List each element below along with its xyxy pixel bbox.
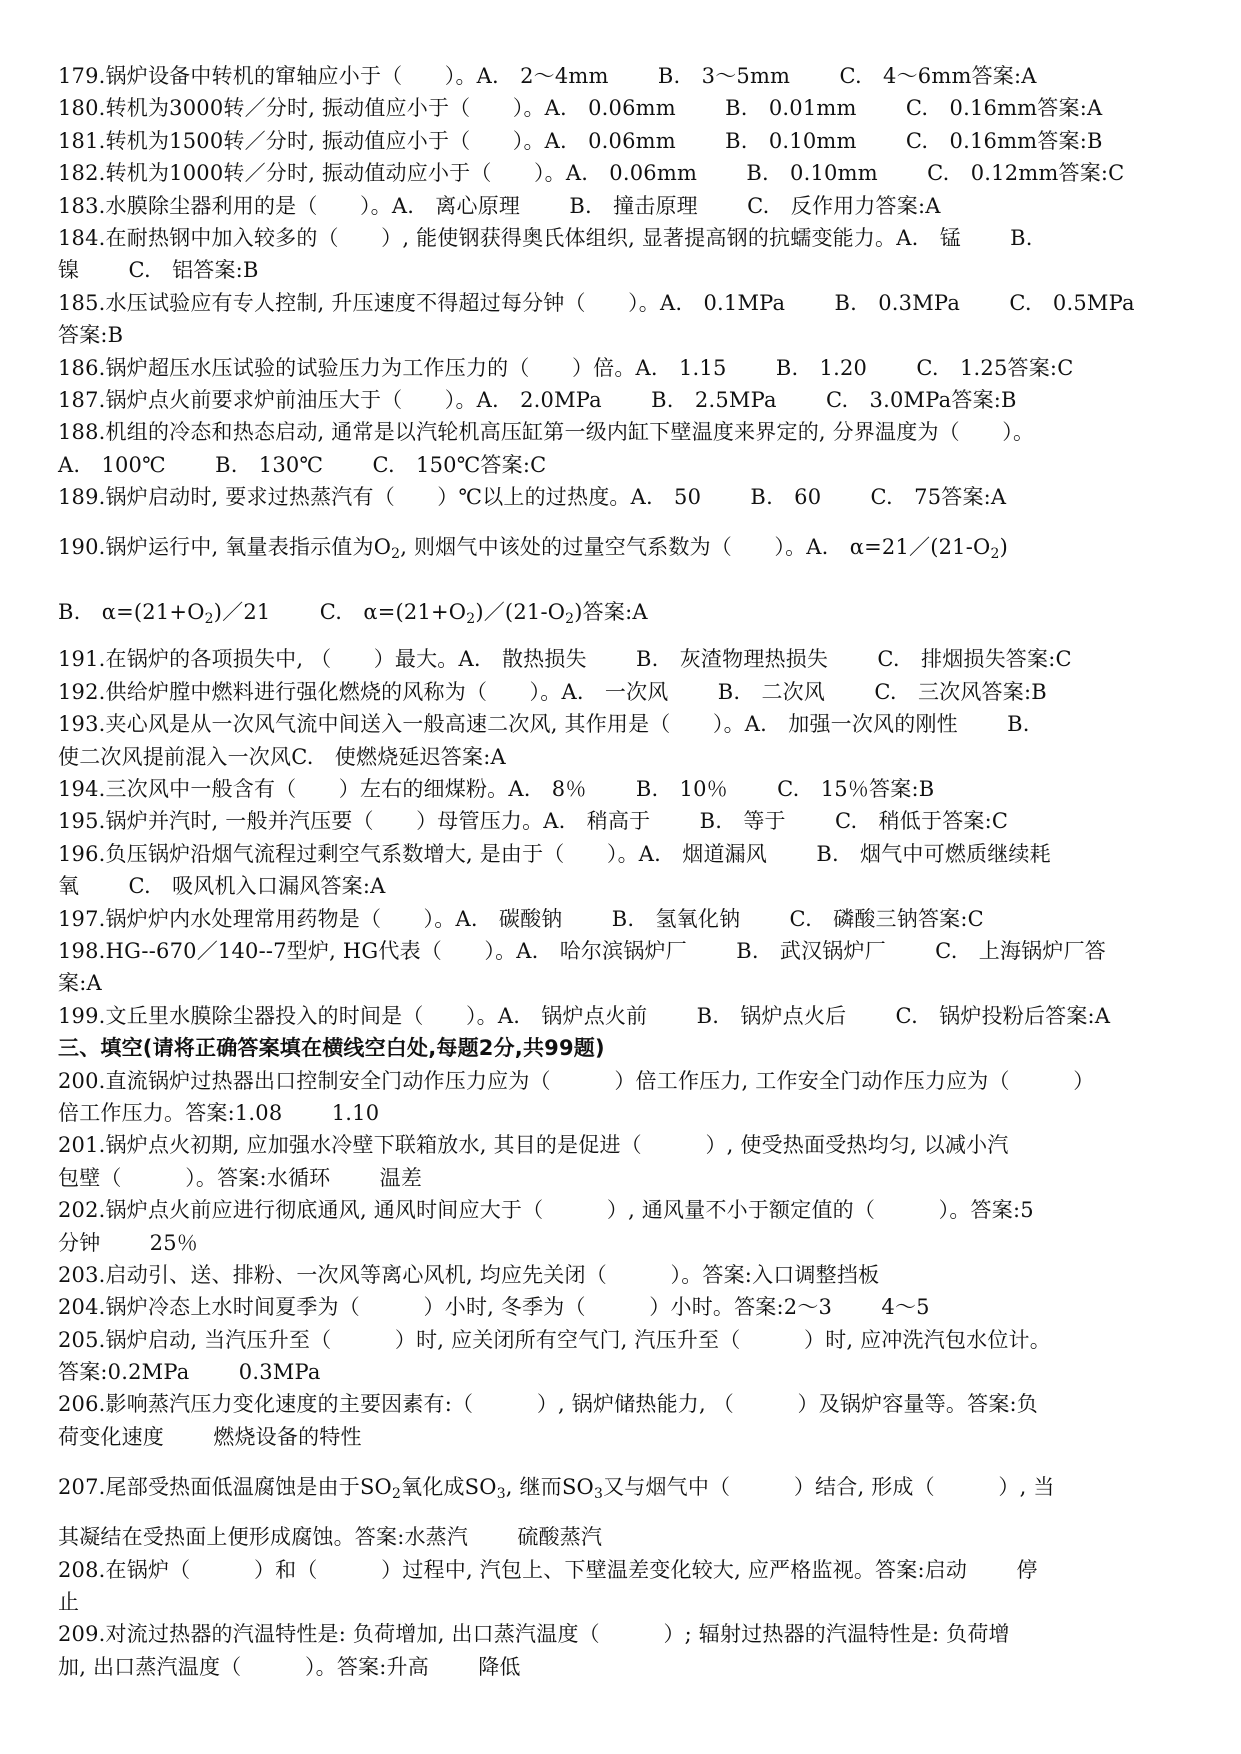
text-line: 荷变化速度 燃烧设备的特性 [58, 1424, 362, 1449]
text-line: 200.直流锅炉过热器出口控制安全门动作压力应为（ ）倍工作压力, 工作安全门动作压力应为（ ） [58, 1068, 1095, 1093]
text-line: 186.锅炉超压水压试验的试验压力为工作压力的（ ）倍。A. 1.15 B. 1.20 C. 1.25答案:C [58, 355, 1074, 380]
text-line: 190.锅炉运行中, 氧量表指示值为$O_2$, 则烟气中该处的过量空气系数为（ ）。A. $\alpha=21/(21-O_2)$ [58, 535, 1008, 563]
text-line: 193.夹心风是从一次风气流中间送入一般高速二次风, 其作用是（ ）。A. 加强一次风的刚性 B. [58, 712, 1030, 737]
text-line: 加, 出口蒸汽温度（ ）。答案:升高 降低 [58, 1654, 521, 1679]
text-line: 192.供给炉膛中燃料进行强化燃烧的风称为（ ）。A. 一次风 B. 二次风 C. 三次风答案:B [58, 679, 1047, 704]
text-line: 分钟 25％ [58, 1230, 198, 1255]
text-line: 183.水膜除尘器利用的是（ ）。A. 离心原理 B. 撞击原理 C. 反作用力答案:A [58, 193, 941, 218]
text-line: 199.文丘里水膜除尘器投入的时间是（ ）。A. 锅炉点火前 B. 锅炉点火后 C. 锅炉投粉后答案:A [58, 1003, 1111, 1028]
text-line: 案:A [58, 971, 102, 996]
text-line: 206.影响蒸汽压力变化速度的主要因素有:（ ）, 锅炉储热能力, （ ）及锅炉容量等。答案:负 [58, 1392, 1039, 1417]
text-line: 197.锅炉炉内水处理常用药物是（ ）。A. 碳酸钠 B. 氢氧化钠 C. 磷酸三钠答案:C [58, 906, 984, 931]
text-line: 204.锅炉冷态上水时间夏季为（ ）小时, 冬季为（ ）小时。答案:2～3 4～5 [58, 1295, 930, 1320]
text-line: 包壁（ ）。答案:水循环 温差 [58, 1165, 423, 1190]
text-line: A. 100℃ B. 130℃ C. 150℃答案:C [58, 452, 547, 477]
text-line: 205.锅炉启动, 当汽压升至（ ）时, 应关闭所有空气门, 汽压升至（ ）时, 应冲洗汽包水位计。 [58, 1327, 1051, 1352]
text-line: 氧 C. 吸风机入口漏风答案:A [58, 874, 386, 899]
text-line: 镍 C. 铝答案:B [58, 258, 259, 283]
text-line: 209.对流过热器的汽温特性是: 负荷增加, 出口蒸汽温度（ ）; 辐射过热器的汽温特性是: 负荷增 [58, 1622, 1010, 1647]
text-line: 187.锅炉点火前要求炉前油压大于（ ）。A. 2.0MPa B. 2.5MPa C. 3.0MPa答案:B [58, 387, 1017, 412]
text-line: 答案:B [58, 323, 124, 348]
text-line: 202.锅炉点火前应进行彻底通风, 通风时间应大于（ ）, 通风量不小于额定值的（ ）。答案:5 [58, 1198, 1034, 1223]
text-line: 181.转机为1500转／分时, 振动值应小于（ ）。A. 0.06mm B. 0.10mm C. 0.16mm答案:B [58, 128, 1103, 153]
document-page [58, 60, 1186, 1683]
text-line: 其凝结在受热面上便形成腐蚀。答案:水蒸汽 硫酸蒸汽 [58, 1525, 603, 1550]
text-line: 208.在锅炉（ ）和（ ）过程中, 汽包上、下壁温差变化较大, 应严格监视。答案:启动 停 [58, 1557, 1038, 1582]
text-line: 195.锅炉并汽时, 一般并汽压要（ ）母管压力。A. 稍高于 B. 等于 C. 稍低于答案:C [58, 809, 1009, 834]
text-line: 201.锅炉点火初期, 应加强水冷壁下联箱放水, 其目的是促进（ ）, 使受热面受热均匀, 以减小汽 [58, 1133, 1009, 1158]
text-line: 189.锅炉启动时, 要求过热蒸汽有（ ）℃以上的过热度。A. 50 B. 60 C. 75答案:A [58, 485, 1007, 510]
text-line: 答案:0.2MPa 0.3MPa [58, 1360, 321, 1385]
text-line: 188.机组的冷态和热态启动, 通常是以汽轮机高压缸第一级内缸下壁温度来界定的, 分界温度为（ ）。 [58, 420, 1035, 445]
text-line: 194.三次风中一般含有（ ）左右的细煤粉。A. 8％ B. 10％ C. 15％答案:B [58, 777, 935, 802]
text-line: 207.尾部受热面低温腐蚀是由于$SO_2$氧化成$SO_3$, 继而$SO_3$又与烟气中（ ）结合, 形成（ ）, 当 [58, 1475, 1055, 1503]
text-line: 使二次风提前混入一次风C. 使燃烧延迟答案:A [58, 744, 506, 769]
text-line: 191.在锅炉的各项损失中, （ ）最大。A. 散热损失 B. 灰渣物理热损失 C. 排烟损失答案:C [58, 647, 1072, 672]
section-heading: 三、填空(请将正确答案填在横线空白处,每题2分,共99题) [58, 1036, 605, 1061]
text-line: 179.锅炉设备中转机的窜轴应小于（ ）。A. 2～4mm B. 3～5mm C. 4～6mm答案:A [58, 64, 1037, 88]
text-line: 198.HG--670／140--7型炉, HG代表（ ）。A. 哈尔滨锅炉厂 B. 武汉锅炉厂 C. 上海锅炉厂答 [58, 938, 1106, 963]
text-line: 196.负压锅炉沿烟气流程过剩空气系数增大, 是由于（ ）。A. 烟道漏风 B. 烟气中可燃质继续耗 [58, 841, 1051, 866]
text-line: 182.转机为1000转／分时, 振动值动应小于（ ）。A. 0.06mm B. 0.10mm C. 0.12mm答案:C [58, 161, 1125, 186]
text-line: 180.转机为3000转／分时, 振动值应小于（ ）。A. 0.06mm B. 0.01mm C. 0.16mm答案:A [58, 96, 1103, 121]
text-line: 止 [58, 1590, 80, 1615]
text-line: 185.水压试验应有专人控制, 升压速度不得超过每分钟（ ）。A. 0.1MPa B. 0.3MPa C. 0.5MPa [58, 290, 1135, 315]
text-line: 184.在耐热钢中加入较多的（ ）, 能使钢获得奥氏体组织, 显著提高钢的抗蠕变能力。A. 锰 B. [58, 225, 1033, 250]
text-line: 203.启动引、送、排粉、一次风等离心风机, 均应先关闭（ ）。答案:入口调整挡板 [58, 1262, 880, 1287]
text-line: 倍工作压力。答案:1.08 1.10 [58, 1100, 380, 1125]
text-line: B. $\alpha=(21+O_2)/21$ C. $\alpha=(21+O_2)/(21-O_2)$答案:A [58, 600, 648, 628]
